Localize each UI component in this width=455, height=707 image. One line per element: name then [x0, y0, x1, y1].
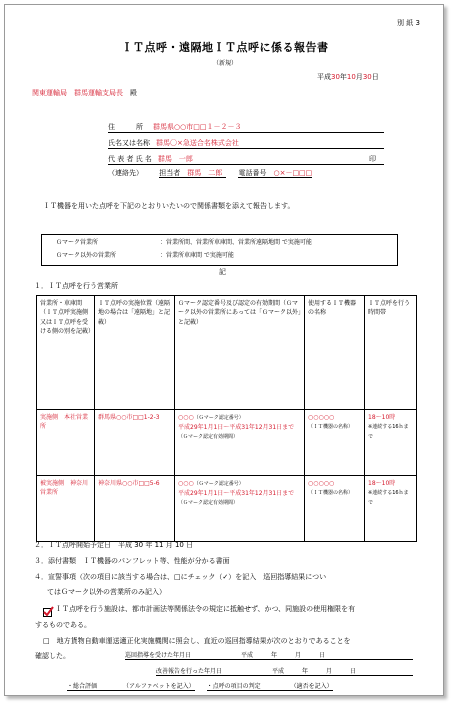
- cell-time: 18～10時 ※連続する16ｈまで: [365, 410, 417, 476]
- declaration1-checkbox[interactable]: [43, 604, 52, 620]
- cell-device: ○○○○○ （ＩＴ機器の名称）: [305, 410, 365, 476]
- address-line: 住 所 群馬県○○市□□１－２－３: [108, 124, 384, 133]
- declaration2-line1: □ 地方貨物自動車運送適正化実施機関に照会し、直近の巡回指導結果が次のとおりであることを: [43, 637, 351, 645]
- cell-location: 群馬県○○市□□1-2-3: [95, 410, 175, 476]
- cell-office: 被実施側 神奈川営業所: [37, 476, 95, 542]
- report-form-page: [4, 4, 444, 696]
- section4-line1: ４．宣誓事項（次の項目に該当する場合は、□にチェック（✓）を記入 巡回指導結果につい: [34, 573, 327, 581]
- overall-eval-line: ・総合評価 （アルファベットを記入） ・点呼の項目の判定 （適否を記入）: [67, 683, 333, 690]
- header-gmark: Ｇマーク認定番号及び認定の有効期間（Ｇマーク以外の営業所にあっては「Ｇマーク以外」と記載）: [175, 296, 305, 410]
- gmark-office-label: Ｇマーク営業所: [56, 239, 99, 246]
- section3: ３．添付書類 ＩＴ機器のパンフレット等、性能が分かる書面: [34, 557, 230, 565]
- form-number: 別 紙 3: [397, 19, 420, 27]
- representative-line: 代 表 者 氏 名 群馬 一郎 印: [108, 156, 384, 165]
- improvement-date-line: 改善報告を行った年月日 平成 年 月 日: [156, 669, 413, 676]
- office-table: [36, 295, 417, 542]
- non-gmark-office-label: Ｇマーク以外の営業所: [56, 252, 117, 259]
- cell-time: 18～10時 ※連続する16ｈまで: [365, 476, 417, 542]
- non-gmark-office-desc: ：営業所車庫間 で実施可能: [160, 252, 234, 259]
- gmark-office-desc: ：営業所間、営業所車庫間、営業所遠隔地間 で実施可能: [160, 239, 312, 246]
- cell-device: ○○○○○ （ＩＴ機器の名称）: [305, 476, 365, 542]
- table-row: [37, 476, 417, 542]
- report-date: 平成30年10月30日: [317, 73, 379, 81]
- header-time: ＩＴ点呼を行う時間帯: [365, 296, 417, 410]
- office-type-box: [41, 234, 398, 266]
- addressee: 関東運輸局 群馬運輸支局長 殿: [32, 89, 137, 97]
- header-device: 使用するＩＴ機器の名称: [305, 296, 365, 410]
- cell-office: 実施側 本社営業所: [37, 410, 95, 476]
- intro-text: ＩＴ機器を用いた点呼を下記のとおりいたいので関係書類を添えて報告します。: [43, 202, 295, 210]
- section2: ２．ＩＴ点呼開始予定日 平成 30 年 11 月 10 日: [34, 541, 194, 549]
- section4-line2: てはＧマーク以外の営業所のみ記入）: [47, 588, 166, 596]
- header-location: ＩＴ点呼の実施位置（遠隔地の場合は「遠隔地」と記載）: [95, 296, 175, 410]
- declaration2-line2: 確認した。: [35, 652, 70, 660]
- section1-heading: １．ＩＴ点呼を行う営業所: [34, 282, 118, 290]
- company-name-line: 氏名又は名称 群馬〇×急送合名株式会社: [108, 140, 384, 149]
- ki-label: 記: [219, 268, 226, 276]
- form-subtitle: （新規）: [212, 60, 237, 67]
- table-header-row: [37, 296, 417, 410]
- checked-box-icon: [43, 608, 52, 617]
- declaration1-line2: するものである。: [35, 621, 91, 629]
- contact-line: （連絡先） 担当者 群馬 二郎 電話番号 ○×－□□□: [108, 169, 313, 177]
- cell-gmark: ○○○（Ｇマーク認定番号） 平成29年1月1日～平成31年12月31日まで （Ｇマーク認定有効期間）: [175, 476, 305, 542]
- header-office: 営業所・車庫間（ＩＴ点呼実施側又はＩＴ点呼を受ける側の別を記載）: [37, 296, 95, 410]
- inspection-date-line: 巡回指導を受けた年月日 平成 年 月 日: [125, 653, 413, 660]
- cell-gmark: ○○○（Ｇマーク認定番号） 平成29年1月1日～平成31年12月31日まで （Ｇマーク認定有効期間）: [175, 410, 305, 476]
- form-title: ＩＴ点呼・遠隔地ＩＴ点呼に係る報告書: [121, 41, 329, 54]
- table-row: [37, 410, 417, 476]
- declaration1-line1: ＩＴ点呼を行う施設は、都市計画法等関係法令の規定に抵触せず、かつ、同施設の使用権限を有: [55, 605, 356, 613]
- cell-location: 神奈川県○○市□□5-6: [95, 476, 175, 542]
